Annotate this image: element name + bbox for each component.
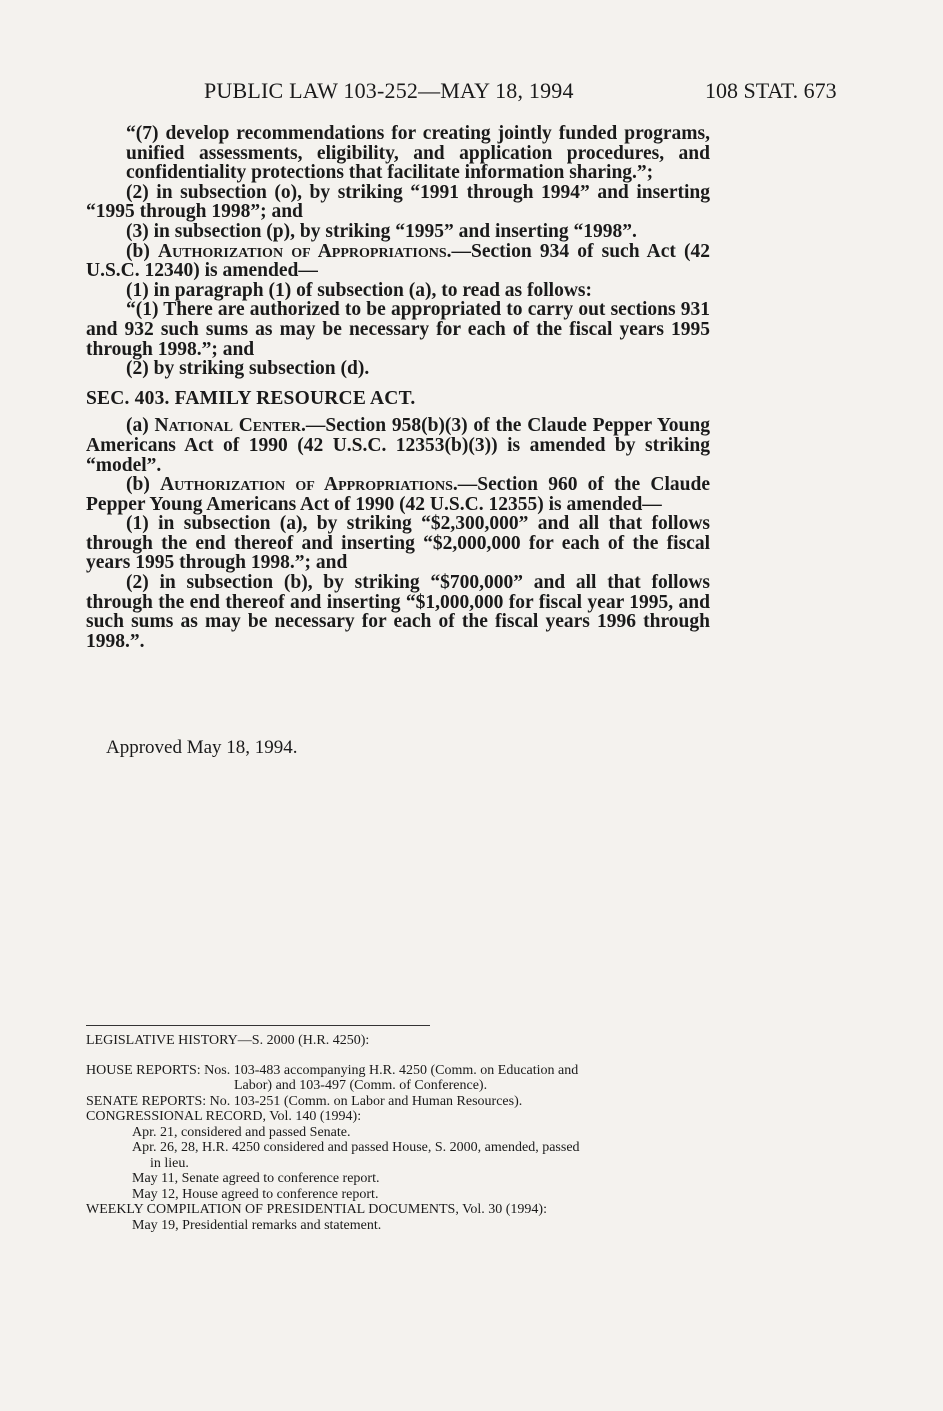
section-heading: SEC. 403. FAMILY RESOURCE ACT. xyxy=(86,387,416,409)
page-title: PUBLIC LAW 103-252—MAY 18, 1994 xyxy=(204,78,574,103)
record-entry: Apr. 21, considered and passed Senate. xyxy=(132,1124,351,1140)
record-entry: May 11, Senate agreed to conference report. xyxy=(132,1171,380,1186)
paragraph xyxy=(86,242,710,281)
house-reports: HOUSE REPORTS: Nos. 103-483 accompanying H.R. 4250 (Comm. on Education and xyxy=(86,1062,579,1078)
paragraph: “(7) develop recommendations for creating jointly funded programs, unified assessments, eligibility, and application procedures, and confidentiality protections that facilitate information sharing.”; xyxy=(126,123,710,184)
paragraph-lead: (a) xyxy=(126,415,155,437)
paragraph-text: (2) in subsection (b), by striking “$700,000” and all that follows through the end thereof and inserting “$1,000,000 for fiscal year 1995, and such sums as may be necessary for each of the fiscal years 1996 through 1998.”. xyxy=(86,572,710,652)
paragraph-heading: Authorization of Appropriations. xyxy=(160,474,458,496)
paragraph-lead: (b) xyxy=(126,240,158,262)
paragraph-text: —Section 934 of such Act (42 U.S.C. 12340) is amended— xyxy=(86,240,710,282)
paragraph xyxy=(46,222,710,242)
paragraph-text: “(1) There are authorized to be appropriated to carry out sections 931 and 932 such sums as may be necessary for each of the fiscal years 1995 through 1998.”; and xyxy=(86,299,710,360)
paragraph xyxy=(46,573,710,651)
paragraph xyxy=(46,281,710,301)
paragraph xyxy=(46,183,710,222)
paragraph-text: (2) in subsection (o), by striking “1991 through 1994” and inserting “1995 through 1998”; and xyxy=(86,181,710,223)
weekly-entry: May 19, Presidential remarks and statement. xyxy=(132,1217,382,1233)
paragraph-text: (2) by striking subsection (d). xyxy=(126,358,370,380)
footnote-divider xyxy=(86,1025,430,1026)
paragraph-heading: National Center. xyxy=(154,415,306,437)
legislative-history xyxy=(86,1033,716,1233)
paragraph-heading: Authorization of Appropriations. xyxy=(157,240,452,262)
paragraph-text: (1) in paragraph (1) of subsection (a), to read as follows: xyxy=(126,279,593,301)
paragraph-text: (3) in subsection (p), by striking “1995” and inserting “1998”. xyxy=(126,220,637,242)
paragraph xyxy=(86,300,710,359)
paragraph xyxy=(86,475,710,514)
record-entry-cont: in lieu. xyxy=(150,1155,189,1171)
congressional-record: CONGRESSIONAL RECORD, Vol. 140 (1994): xyxy=(86,1109,362,1124)
paragraph xyxy=(86,416,710,475)
legislative-history-heading: LEGISLATIVE HISTORY—S. 2000 (H.R. 4250): xyxy=(86,1033,370,1048)
paragraph-text: —Section 958(b)(3) of the Claude Pepper Young Americans Act of 1990 (42 U.S.C. 12353(b)(3)) is amended by striking “model”. xyxy=(86,415,710,476)
house-reports-cont: Labor) and 103-497 (Comm. of Conference). xyxy=(234,1078,488,1093)
record-entry: Apr. 26, 28, H.R. 4250 considered and passed House, S. 2000, amended, passed xyxy=(132,1140,580,1155)
page-header xyxy=(0,78,943,108)
approval-date: Approved May 18, 1994. xyxy=(106,737,298,758)
statute-page-number: 108 STAT. 673 xyxy=(705,78,837,103)
record-entry: May 12, House agreed to conference report. xyxy=(132,1186,379,1202)
paragraph xyxy=(46,514,710,573)
senate-reports: SENATE REPORTS: No. 103-251 (Comm. on Labor and Human Resources). xyxy=(86,1093,523,1109)
paragraph-lead: (b) xyxy=(126,474,161,496)
weekly-compilation: WEEKLY COMPILATION OF PRESIDENTIAL DOCUMENTS, Vol. 30 (1994): xyxy=(86,1202,547,1217)
paragraph xyxy=(46,359,710,379)
paragraph-text: (1) in subsection (a), by striking “$2,300,000” and all that follows through the end thereof and inserting “$2,000,000 for each of the fiscal years 1995 through 1998.”; and xyxy=(86,513,710,574)
law-body xyxy=(86,124,710,651)
paragraph-text: —Section 960 of the Claude Pepper Young Americans Act of 1990 (42 U.S.C. 12355) is amended— xyxy=(86,474,710,515)
